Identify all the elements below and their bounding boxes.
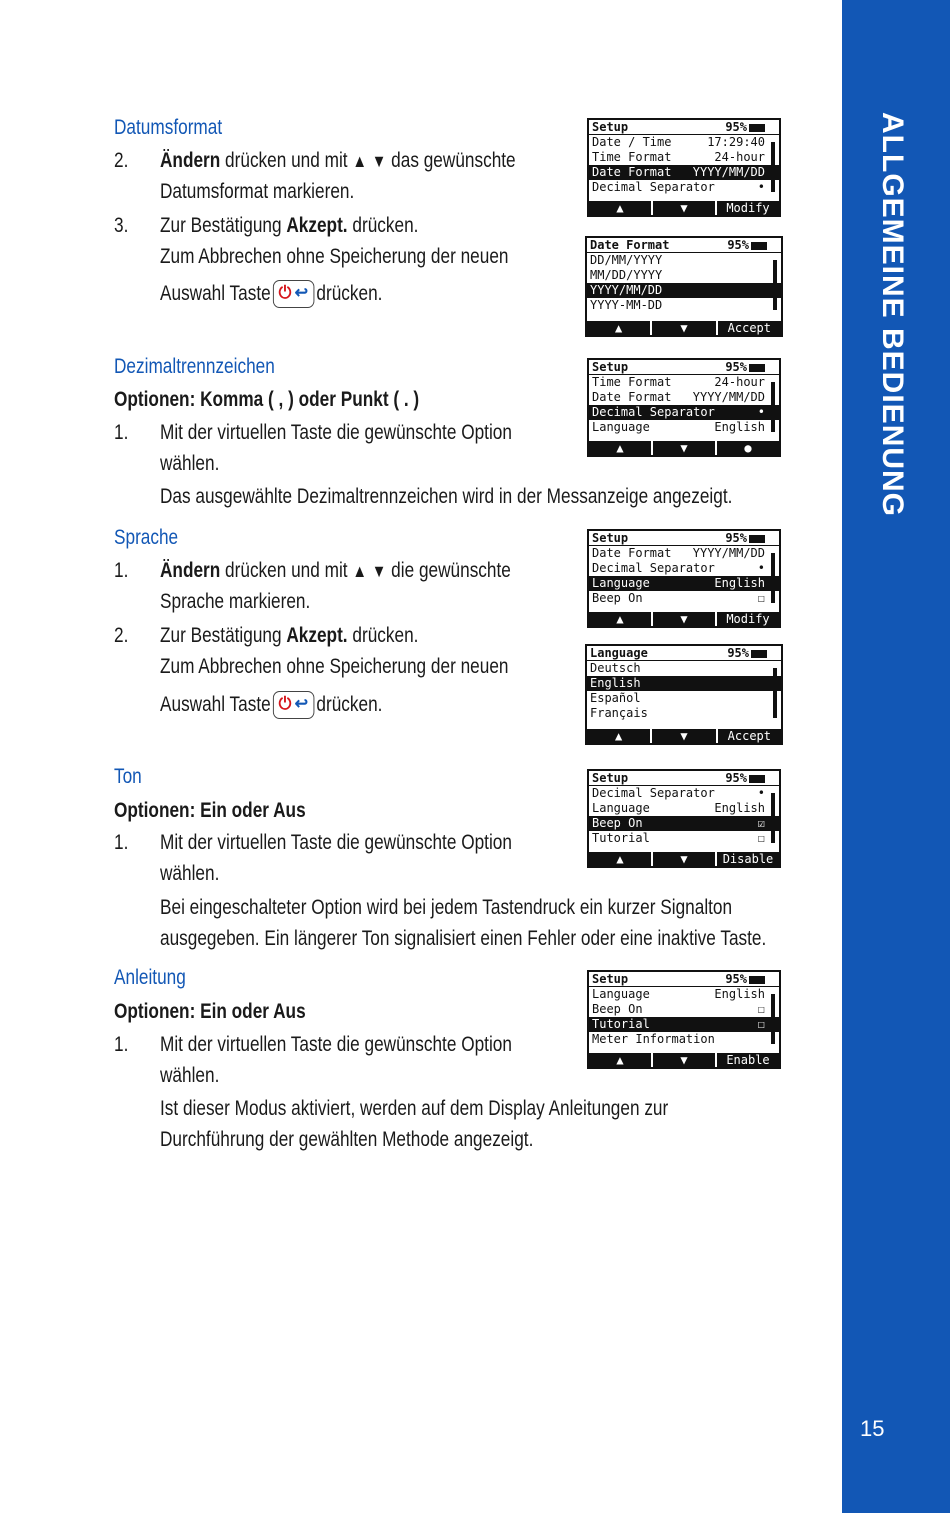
text: Auswahl Taste <box>160 693 271 716</box>
step-text: wählen. <box>160 862 220 885</box>
checkbox-icon: ☐ <box>757 591 765 605</box>
lcd-row-selected <box>589 576 779 591</box>
softkey-action: Accept <box>716 321 781 335</box>
battery-indicator <box>725 771 765 785</box>
softkey-down: ▼ <box>651 1053 715 1067</box>
text: die gewünschte <box>386 559 511 582</box>
row-label: Tutorial <box>592 1017 650 1031</box>
text: drücken. <box>347 214 419 237</box>
row-value: 24-hour <box>714 375 765 389</box>
scrollbar <box>773 260 777 310</box>
lcd-setup-language <box>587 529 781 628</box>
lcd-header <box>589 531 779 546</box>
page-number: 15 <box>860 1416 885 1441</box>
checkbox-icon: ☐ <box>757 1002 765 1016</box>
text: Auswahl Taste <box>160 282 271 305</box>
softkey-action: Enable <box>715 1053 779 1067</box>
softkey-up: ▲ <box>589 852 651 866</box>
lcd-header <box>589 771 779 786</box>
lcd-setup-tutorial <box>587 970 781 1069</box>
lcd-header <box>589 360 779 375</box>
softkey-up: ▲ <box>589 441 651 455</box>
row-label: Language <box>592 420 650 434</box>
lcd-row <box>589 1002 779 1017</box>
row-label: Beep On <box>592 591 643 605</box>
step-text <box>160 280 382 308</box>
scrollbar <box>773 668 777 718</box>
softkey-down: ▼ <box>651 612 715 626</box>
softkey-up: ▲ <box>589 1053 651 1067</box>
lcd-row <box>589 150 779 165</box>
lcd-row: Español <box>590 691 641 705</box>
softkey-action: Modify <box>715 612 779 626</box>
power-back-key-icon: ⏻ ↩ <box>273 280 314 308</box>
options-text: Optionen: Komma ( , ) oder Punkt ( . ) <box>114 388 420 411</box>
lcd-row <box>589 561 779 576</box>
row-label: Tutorial <box>592 831 650 845</box>
lcd-title: Setup <box>592 771 629 785</box>
step-text <box>160 622 418 650</box>
battery-indicator <box>725 531 765 545</box>
checkbox-icon: ☐ <box>757 1017 765 1031</box>
lcd-language-list <box>585 644 783 745</box>
battery-icon <box>751 242 767 250</box>
battery-indicator <box>727 646 767 660</box>
lcd-row <box>589 375 779 390</box>
row-label: Beep On <box>592 1002 643 1016</box>
softkey-down: ▼ <box>651 201 715 215</box>
row-label: Time Format <box>592 150 672 164</box>
lcd-row <box>589 420 779 435</box>
softkey-bar <box>589 612 779 626</box>
battery-icon <box>749 976 765 984</box>
checkbox-checked-icon: ☑ <box>757 816 765 830</box>
scrollbar <box>771 142 775 192</box>
step-text: wählen. <box>160 1064 220 1087</box>
options-text: Optionen: Ein oder Aus <box>114 799 306 822</box>
lcd-row <box>589 987 779 1002</box>
step-number: 2. <box>114 624 129 647</box>
scrollbar <box>771 793 775 843</box>
lcd-setup-date-format <box>587 118 781 217</box>
battery-level: 95% <box>727 238 749 252</box>
bold-term: Ändern <box>160 149 221 172</box>
row-label: Beep On <box>592 816 643 830</box>
battery-icon <box>749 124 765 132</box>
lcd-row-selected: YYYY/MM/DD <box>587 283 781 298</box>
step-text: Durchführung der gewählten Methode angezeigt. <box>160 1128 534 1151</box>
power-back-key-icon: ⏻ ↩ <box>273 691 314 719</box>
row-label: Decimal Separator <box>592 405 715 419</box>
softkey-down: ▼ <box>651 852 715 866</box>
row-value: 17:29:40 <box>707 135 765 149</box>
step-number: 1. <box>114 421 129 444</box>
text: drücken und mit <box>220 559 353 582</box>
softkey-up: ▲ <box>589 201 651 215</box>
text: drücken. <box>316 693 383 716</box>
scrollbar <box>771 553 775 603</box>
text: Zur Bestätigung <box>160 214 287 237</box>
lcd-row-selected <box>589 816 779 831</box>
row-value: • <box>757 405 765 419</box>
softkey-action: Accept <box>716 729 781 743</box>
scrollbar <box>771 382 775 432</box>
step-text: Datumsformat markieren. <box>160 180 355 203</box>
row-label: Date Format <box>592 546 672 560</box>
softkey-up: ▲ <box>587 321 650 335</box>
bold-term: Ändern <box>160 559 221 582</box>
softkey-bar <box>587 321 781 335</box>
row-label: Time Format <box>592 375 672 389</box>
row-value: YYYY/MM/DD <box>692 546 765 560</box>
lcd-row <box>589 831 779 846</box>
battery-level: 95% <box>725 771 747 785</box>
battery-indicator <box>725 120 765 134</box>
text: das gewünschte <box>386 149 516 172</box>
battery-indicator <box>727 238 767 252</box>
softkey-bar <box>589 441 779 455</box>
checkbox-icon: ☐ <box>757 831 765 845</box>
lcd-row: MM/DD/YYYY <box>590 268 663 282</box>
softkey-bar <box>589 852 779 866</box>
heading-language: Sprache <box>114 526 179 549</box>
lcd-title: Setup <box>592 120 629 134</box>
row-value: • <box>757 180 765 194</box>
heading-decimal: Dezimaltrennzeichen <box>114 355 275 378</box>
step-text: Zum Abbrechen ohne Speicherung der neuen <box>160 245 509 268</box>
battery-icon <box>749 364 765 372</box>
text: drücken und mit <box>220 149 353 172</box>
softkey-action: ● <box>715 441 779 455</box>
lcd-row: Français <box>590 706 648 720</box>
lcd-row: Deutsch <box>590 661 641 675</box>
battery-indicator <box>725 360 765 374</box>
step-text: Mit der virtuellen Taste die gewünschte Option <box>160 831 512 854</box>
softkey-bar <box>589 1053 779 1067</box>
options-text: Optionen: Ein oder Aus <box>114 1000 306 1023</box>
row-value: English <box>714 801 765 815</box>
battery-level: 95% <box>725 972 747 986</box>
battery-level: 95% <box>725 120 747 134</box>
row-label: Meter Information <box>592 1032 715 1046</box>
softkey-down: ▼ <box>651 441 715 455</box>
lcd-title: Setup <box>592 360 629 374</box>
lcd-title: Language <box>590 646 648 660</box>
step-text <box>160 691 382 719</box>
row-value: English <box>714 420 765 434</box>
row-label: Decimal Separator <box>592 786 715 800</box>
row-label: Language <box>592 801 650 815</box>
row-value: English <box>714 576 765 590</box>
softkey-bar <box>587 729 781 743</box>
lcd-header <box>587 238 781 253</box>
row-value: • <box>757 561 765 575</box>
down-arrow-icon: ▼ <box>371 561 387 581</box>
row-value: English <box>714 987 765 1001</box>
row-label: Language <box>592 987 650 1001</box>
scrollbar <box>771 994 775 1044</box>
row-value: YYYY/MM/DD <box>692 390 765 404</box>
battery-indicator <box>725 972 765 986</box>
battery-icon <box>749 775 765 783</box>
lcd-row: DD/MM/YYYY <box>590 253 663 267</box>
lcd-row <box>589 546 779 561</box>
step-text: Mit der virtuellen Taste die gewünschte Option <box>160 421 512 444</box>
section-title: ALLGEMEINE BEDIENUNG <box>876 112 909 518</box>
step-text: Das ausgewählte Dezimaltrennzeichen wird in der Messanzeige angezeigt. <box>160 485 733 508</box>
row-label: Language <box>592 576 650 590</box>
lcd-setup-beep <box>587 769 781 868</box>
step-text: Bei eingeschalteter Option wird bei jedem Tastendruck ein kurzer Signalton <box>160 896 733 919</box>
battery-level: 95% <box>727 646 749 660</box>
softkey-action: Disable <box>715 852 779 866</box>
lcd-row-selected: English <box>587 676 781 691</box>
lcd-setup-decimal <box>587 358 781 457</box>
step-text <box>160 147 516 175</box>
heading-date-format: Datumsformat <box>114 116 223 139</box>
lcd-row <box>589 180 779 195</box>
lcd-row <box>589 1032 779 1047</box>
step-text: Sprache markieren. <box>160 590 311 613</box>
text: drücken. <box>347 624 419 647</box>
row-value: 24-hour <box>714 150 765 164</box>
lcd-row <box>589 135 779 150</box>
lcd-row <box>589 390 779 405</box>
step-text <box>160 557 511 585</box>
step-text: wählen. <box>160 452 220 475</box>
lcd-date-format-list <box>585 236 783 337</box>
row-label: Decimal Separator <box>592 180 715 194</box>
lcd-title: Setup <box>592 972 629 986</box>
battery-icon <box>751 650 767 658</box>
step-number: 1. <box>114 831 129 854</box>
text: Zur Bestätigung <box>160 624 287 647</box>
step-text: Zum Abbrechen ohne Speicherung der neuen <box>160 655 509 678</box>
step-text <box>160 212 418 240</box>
row-value: • <box>757 786 765 800</box>
softkey-bar <box>589 201 779 215</box>
lcd-row-selected <box>589 165 779 180</box>
lcd-row: YYYY-MM-DD <box>590 298 663 312</box>
softkey-up: ▲ <box>589 612 651 626</box>
heading-tutorial: Anleitung <box>114 966 186 989</box>
step-text: ausgegeben. Ein längerer Ton signalisiert einen Fehler oder eine inaktive Taste. <box>160 927 767 950</box>
row-label: Date Format <box>592 165 672 179</box>
lcd-header <box>587 646 781 661</box>
step-number: 3. <box>114 214 129 237</box>
bold-term: Akzept. <box>286 214 348 237</box>
step-text: Mit der virtuellen Taste die gewünschte Option <box>160 1033 512 1056</box>
softkey-down: ▼ <box>650 729 715 743</box>
lcd-header <box>589 972 779 987</box>
battery-icon <box>749 535 765 543</box>
row-label: Date Format <box>592 390 672 404</box>
softkey-action: Modify <box>715 201 779 215</box>
lcd-row <box>589 801 779 816</box>
bold-term: Akzept. <box>286 624 348 647</box>
lcd-title: Date Format <box>590 238 670 252</box>
row-value: YYYY/MM/DD <box>692 165 765 179</box>
lcd-header <box>589 120 779 135</box>
lcd-row <box>589 591 779 606</box>
step-number: 1. <box>114 559 129 582</box>
battery-level: 95% <box>725 531 747 545</box>
lcd-title: Setup <box>592 531 629 545</box>
row-label: Decimal Separator <box>592 561 715 575</box>
down-arrow-icon: ▼ <box>371 151 387 171</box>
up-arrow-icon: ▲ <box>352 151 367 171</box>
softkey-down: ▼ <box>650 321 715 335</box>
lcd-row-selected <box>589 1017 779 1032</box>
text: drücken. <box>316 282 383 305</box>
step-number: 2. <box>114 149 129 172</box>
heading-tone: Ton <box>114 765 142 788</box>
softkey-up: ▲ <box>587 729 650 743</box>
lcd-row-selected <box>589 405 779 420</box>
row-label: Date / Time <box>592 135 672 149</box>
lcd-row <box>589 786 779 801</box>
up-arrow-icon: ▲ <box>352 561 367 581</box>
step-text: Ist dieser Modus aktiviert, werden auf dem Display Anleitungen zur <box>160 1097 669 1120</box>
step-number: 1. <box>114 1033 129 1056</box>
battery-level: 95% <box>725 360 747 374</box>
